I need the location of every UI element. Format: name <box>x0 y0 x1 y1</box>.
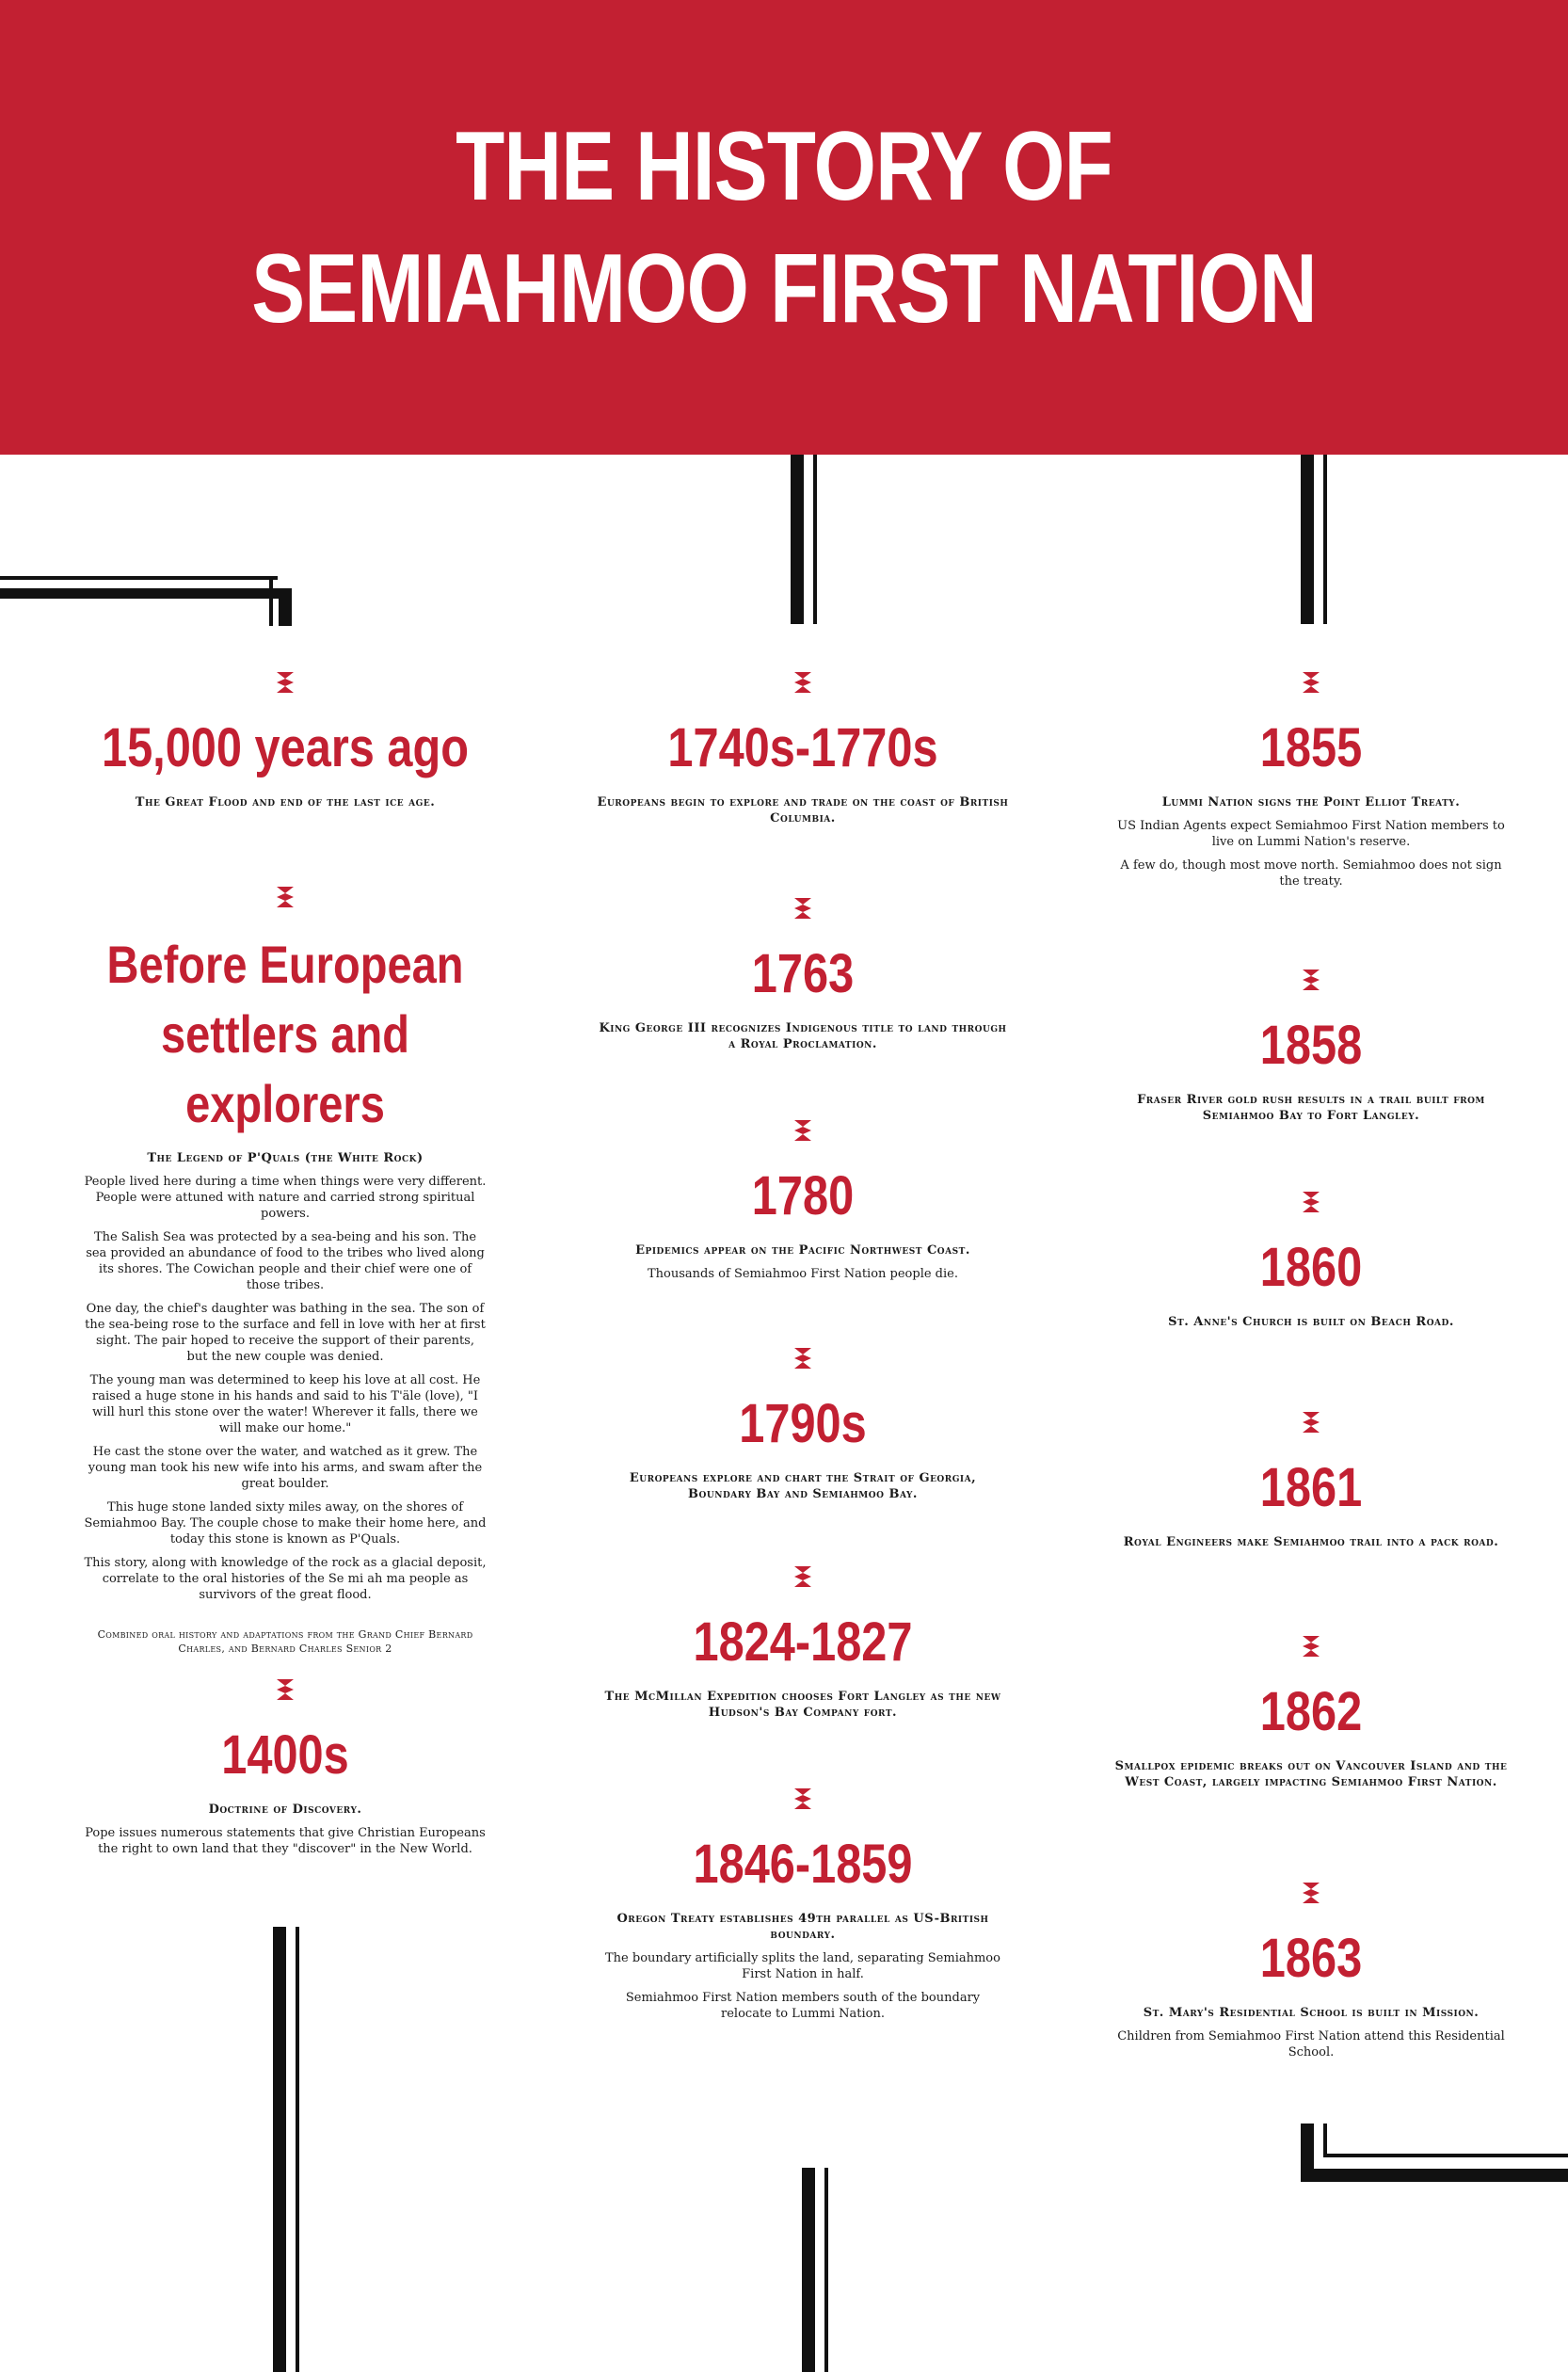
entry-year-line-1: Before European <box>106 935 464 994</box>
entry-year <box>80 930 491 1139</box>
entry-paragraph: People lived here during a time when things were very different. People were attuned with nature and carried strong spiritual powers. <box>84 1175 487 1221</box>
frame-line <box>0 576 278 580</box>
frame-line <box>813 455 817 624</box>
entry-paragraph: The young man was determined to keep his love at all cost. He raised a huge stone in his hands and said to his T'äle (love), "I will hurl this stone over the water! Wherever it falls, there we will make our home." <box>89 1373 481 1435</box>
entry-year: 1790s <box>739 1393 867 1454</box>
entry-year: 1855 <box>1259 717 1363 778</box>
frame-line <box>791 455 804 624</box>
entry-year: 1846-1859 <box>693 1834 913 1895</box>
title-line-1: THE HISTORY OF <box>456 111 1112 221</box>
entry-paragraph: This story, along with knowledge of the rock as a glacial deposit, correlate to the oral histories of the Se mi ah ma people as survivors of the great flood. <box>84 1556 487 1602</box>
entry-year: 1740s-1770s <box>667 717 938 778</box>
diamond-marker-icon <box>1301 1190 1321 1214</box>
entry-paragraph: The Salish Sea was protected by a sea-being and his son. The sea provided an abundance of food to the tribes who lived along its shores. The Cowichan people and their chief were one of those tribes. <box>86 1230 485 1292</box>
timeline-entry-1860 <box>1066 1190 1556 1330</box>
diamond-marker-icon <box>792 1118 813 1143</box>
entry-paragraph: One day, the chief's daughter was bathing in the sea. The son of the sea-being rose to the surface and fell in love with her at first sight. The pair hoped to receive the support of their parents, but the new couple was denied. <box>85 1302 486 1364</box>
entry-paragraph: A few do, though most move north. Semiahmoo does not sign the treaty. <box>1120 858 1502 889</box>
entry-lead: St. Anne's Church is built on Beach Road. <box>1168 1315 1454 1329</box>
diamond-marker-icon <box>1301 670 1321 695</box>
diamond-marker-icon <box>792 1346 813 1370</box>
entry-year: 1862 <box>1259 1681 1363 1742</box>
entry-paragraph: The boundary artificially splits the land, separating Semiahmoo First Nation in half. <box>605 1951 1000 1981</box>
frame-line <box>1301 455 1314 624</box>
diamond-marker-icon <box>792 670 813 695</box>
timeline-entry-1780 <box>558 1118 1048 1282</box>
timeline-entry-1740s-1770s <box>558 670 1048 826</box>
timeline-entry-1863 <box>1066 1881 1556 2060</box>
diamond-marker-icon <box>792 1787 813 1811</box>
entry-lead: Doctrine of Discovery. <box>208 1803 362 1817</box>
diamond-marker-icon <box>1301 1881 1321 1905</box>
page-title <box>251 105 1317 350</box>
frame-line <box>1323 2154 1568 2157</box>
entry-year: 1780 <box>751 1165 855 1226</box>
entry-lead: Lummi Nation signs the Point Elliot Treaty. <box>1161 795 1461 809</box>
frame-line <box>1323 2124 1327 2157</box>
entry-year: 1858 <box>1259 1015 1363 1076</box>
frame-line <box>0 588 292 599</box>
entry-year: 1863 <box>1259 1928 1363 1989</box>
entry-lead: Royal Engineers make Semiahmoo trail into a pack road. <box>1123 1535 1499 1549</box>
entry-year-line-2: settlers and explorers <box>160 1004 410 1133</box>
entry-lead: The Legend of P'Quals (the White Rock) <box>147 1151 424 1165</box>
diamond-marker-icon <box>1301 1634 1321 1659</box>
entry-lead: Europeans begin to explore and trade on the coast of British Columbia. <box>597 795 1009 825</box>
timeline-entry-15000-years-ago <box>40 670 530 810</box>
entry-year: 1824-1827 <box>693 1611 913 1673</box>
timeline-entry-1862 <box>1066 1634 1556 1790</box>
entry-year: 1861 <box>1259 1457 1363 1518</box>
frame-line <box>279 588 292 626</box>
entry-paragraph: He cast the stone over the water, and watched as it grew. The young man took his new wife into his arms, and swam after the great boulder. <box>88 1445 483 1491</box>
diamond-marker-icon <box>275 670 296 695</box>
entry-lead: King George III recognizes Indigenous title to land through a Royal Proclamation. <box>599 1021 1007 1051</box>
entry-credit: Combined oral history and adaptations from the Grand Chief Bernard Charles, and Bernard Charles Senior 2 <box>97 1628 473 1655</box>
timeline-entry-1858 <box>1066 968 1556 1124</box>
entry-paragraph: Children from Semiahmoo First Nation attend this Residential School. <box>1117 2029 1505 2059</box>
timeline-entry-1400s <box>40 1677 530 1857</box>
frame-line <box>1323 455 1327 624</box>
entry-year: 15,000 years ago <box>101 717 470 778</box>
frame-line <box>1301 2169 1568 2182</box>
timeline-entry-1855 <box>1066 670 1556 890</box>
diamond-marker-icon <box>792 1564 813 1589</box>
title-line-2: SEMIAHMOO FIRST NATION <box>251 233 1317 344</box>
entry-lead: Oregon Treaty establishes 49th parallel as US-British boundary. <box>616 1912 989 1942</box>
entry-paragraph: US Indian Agents expect Semiahmoo First Nation members to live on Lummi Nation's reserve. <box>1117 819 1505 849</box>
timeline-entry-1861 <box>1066 1410 1556 1550</box>
entry-lead: Europeans explore and chart the Strait of Georgia, Boundary Bay and Semiahmoo Bay. <box>629 1471 977 1501</box>
entry-year: 1860 <box>1259 1237 1363 1298</box>
title-banner <box>0 0 1568 455</box>
frame-line <box>273 1927 286 2372</box>
diamond-marker-icon <box>792 896 813 921</box>
frame-line <box>824 2168 828 2372</box>
entry-lead: Epidemics appear on the Pacific Northwest Coast. <box>635 1243 970 1258</box>
entry-lead: The McMillan Expedition chooses Fort Langley as the new Hudson's Bay Company fort. <box>604 1690 1001 1720</box>
entry-paragraph: Pope issues numerous statements that give Christian Europeans the right to own land that they "discover" in the New World. <box>85 1826 486 1856</box>
diamond-marker-icon <box>275 885 296 909</box>
entry-lead: The Great Flood and end of the last ice age. <box>135 795 436 809</box>
entry-paragraph: This huge stone landed sixty miles away, on the shores of Semiahmoo Bay. The couple chose to make their home here, and today this stone is known as P'Quals. <box>84 1500 487 1547</box>
frame-line <box>296 1927 299 2372</box>
frame-line <box>802 2168 815 2372</box>
timeline-entry-1763 <box>558 896 1048 1052</box>
timeline-entry-1846-1859 <box>558 1787 1048 2022</box>
entry-lead: Fraser River gold rush results in a trail built from Semiahmoo Bay to Fort Langley. <box>1137 1093 1485 1123</box>
frame-line <box>269 576 273 626</box>
entry-lead: Smallpox epidemic breaks out on Vancouver Island and the West Coast, largely impacting Semiahmoo First Nation. <box>1114 1759 1508 1789</box>
timeline-entry-1824-1827 <box>558 1564 1048 1721</box>
entry-paragraph: Thousands of Semiahmoo First Nation people die. <box>648 1267 958 1281</box>
entry-year: 1400s <box>221 1724 349 1786</box>
diamond-marker-icon <box>1301 1410 1321 1434</box>
timeline-entry-1790s <box>558 1346 1048 1502</box>
timeline-entry-before-european <box>40 885 530 1656</box>
entry-lead: St. Mary's Residential School is built in Mission. <box>1143 2006 1480 2020</box>
diamond-marker-icon <box>1301 968 1321 992</box>
entry-year: 1763 <box>751 943 855 1004</box>
entry-paragraph: Semiahmoo First Nation members south of the boundary relocate to Lummi Nation. <box>625 1991 981 2021</box>
diamond-marker-icon <box>275 1677 296 1702</box>
